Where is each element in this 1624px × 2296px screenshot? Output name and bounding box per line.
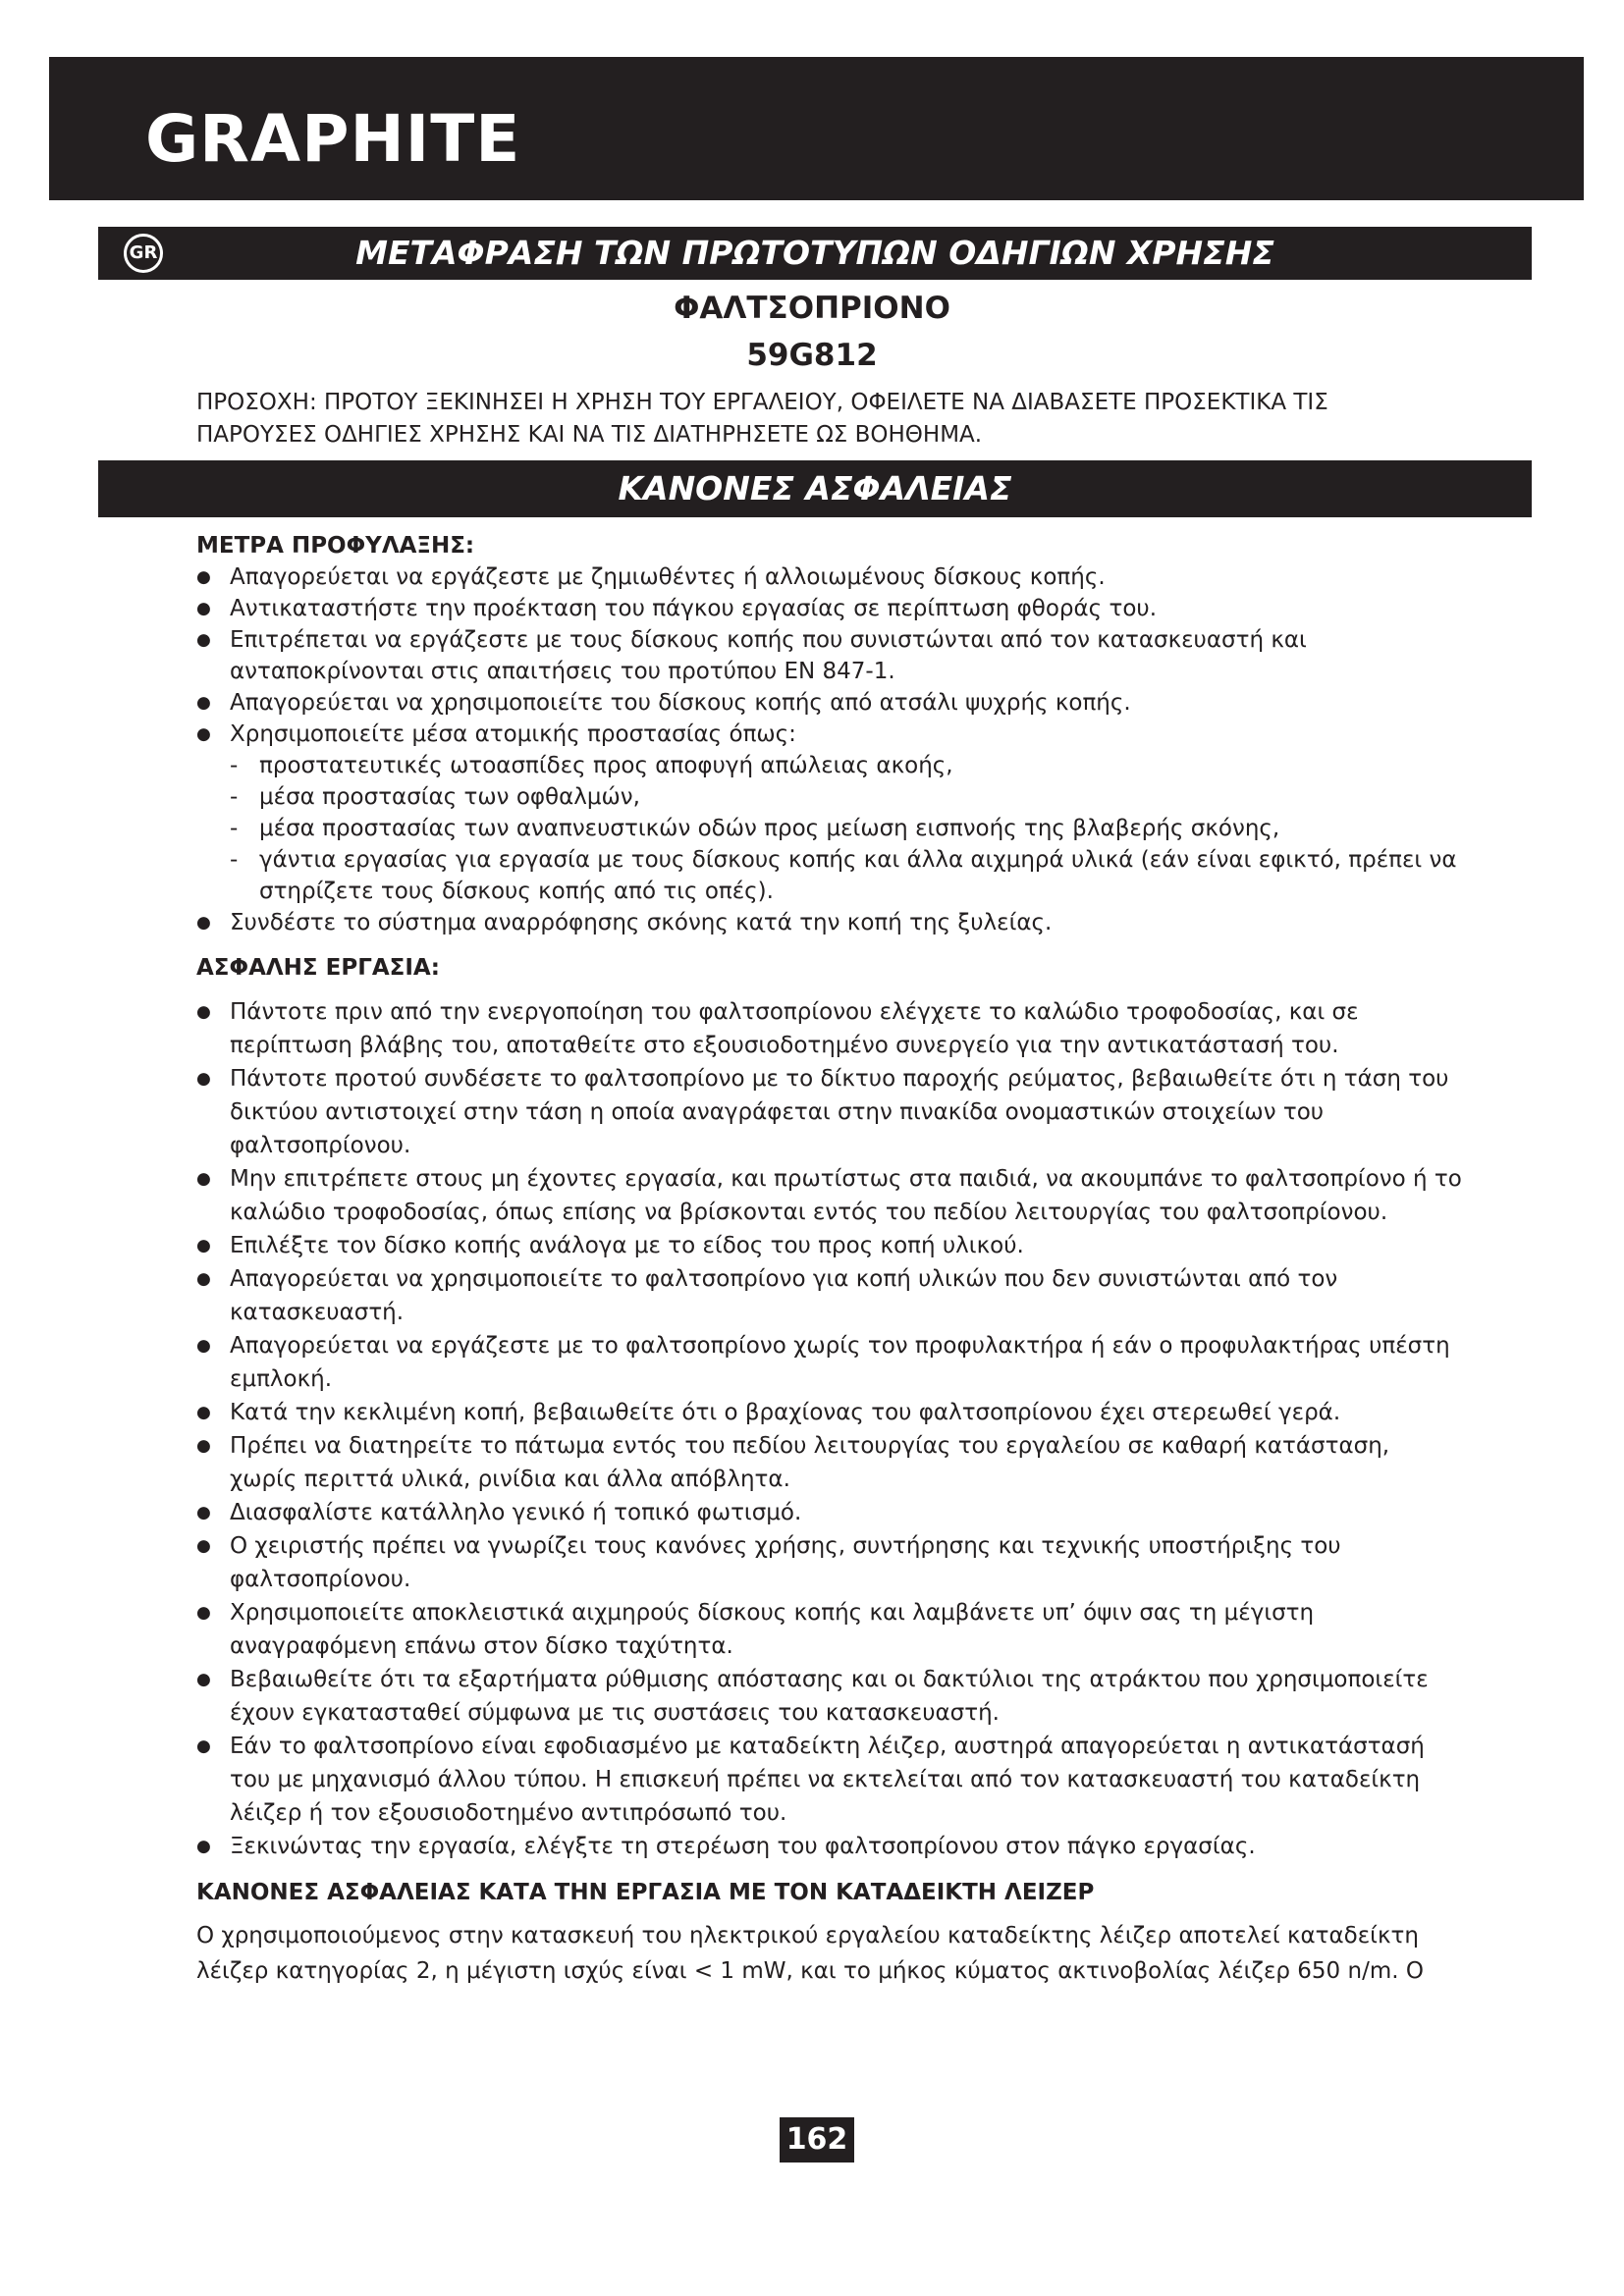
page-number: 162 <box>780 2117 854 2163</box>
list-item: - μέσα προστασίας των αναπνευστικών οδών προς μείωση εισπνοής της βλαβερής σκόνης, <box>196 813 1463 844</box>
banner-title-text: ΜΕΤΑΦΡΑΣΗ ΤΩΝ ΠΡΩΤΟΤΥΠΩΝ ΟΔΗΓΙΩΝ ΧΡΗΣΗΣ <box>355 234 1274 272</box>
list-item: ● Απαγορεύεται να χρησιμοποιείτε το φαλτσοπρίονο για κοπή υλικών που δεν συνιστώνται από τον κατασκευαστή. <box>196 1262 1463 1329</box>
protection-list <box>196 750 1463 907</box>
banner-title <box>98 227 1532 280</box>
list-item: ● Απαγορεύεται να εργάζεστε με ζημιωθέντες ή αλλοιωμένους δίσκους κοπής. <box>196 561 1463 593</box>
brand-logo <box>145 108 577 169</box>
list-item: ● Απαγορεύεται να χρησιμοποιείτε του δίσκους κοπής από ατσάλι ψυχρής κοπής. <box>196 687 1463 719</box>
product-name: ΦΑΛΤΣΟΠΡΙΟΝΟ <box>674 291 950 326</box>
list-item: ● Επιτρέπεται να εργάζεστε με τους δίσκους κοπής που συνιστώνται από τον κατασκευαστή και ανταποκρίνονται στις απαιτήσεις του προτύπου EN 847-1. <box>196 624 1463 687</box>
list-item: ● Κατά την κεκλιμένη κοπή, βεβαιωθείτε ότι ο βραχίονας του φαλτσοπρίονου έχει στερεωθεί γερά. <box>196 1396 1463 1429</box>
list-item: ● Πάντοτε πριν από την ενεργοποίηση του φαλτσοπρίονου ελέγχετε το καλώδιο τροφοδοσίας, και σε περίπτωση βλάβης του, αποταθείτε στο εξουσιοδοτημένο συνεργείο για την αντικατάστασή του. <box>196 995 1463 1062</box>
list-item: ● Ο χειριστής πρέπει να γνωρίζει τους κανόνες χρήσης, συντήρησης και τεχνικής υποστήριξης του φαλτσοπρίονου. <box>196 1529 1463 1596</box>
list-item: ● Βεβαιωθείτε ότι τα εξαρτήματα ρύθμισης απόστασης και οι δακτύλιοι της ατράκτου που χρησιμοποιείτε έχουν εγκατασταθεί σύμφωνα με τις συστάσεις του κατασκευαστή. <box>196 1663 1463 1730</box>
list-item: - γάντια εργασίας για εργασία με τους δίσκους κοπής και άλλα αιχμηρά υλικά (εάν είναι εφικτό, πρέπει να στηρίζετε τους δίσκους κοπής από τις οπές). <box>196 844 1463 907</box>
list-item: ● Συνδέστε το σύστημα αναρρόφησης σκόνης κατά την κοπή της ξυλείας. <box>196 907 1463 938</box>
list-item: ● Επιλέξτε τον δίσκο κοπής ανάλογα με το είδος του προς κοπή υλικού. <box>196 1229 1463 1262</box>
brand-logo-text: GRAPHITE <box>145 108 521 169</box>
precautions-list <box>196 561 1463 750</box>
list-item: ● Διασφαλίστε κατάλληλο γενικό ή τοπικό φωτισμό. <box>196 1496 1463 1529</box>
list-item: - προστατευτικές ωτοασπίδες προς αποφυγή απώλειας ακοής, <box>196 750 1463 781</box>
list-item: ● Πρέπει να διατηρείτε το πάτωμα εντός του πεδίου λειτουργίας του εργαλείου σε καθαρή κατάσταση, χωρίς περιττά υλικά, ρινίδια και άλλα απόβλητα. <box>196 1429 1463 1496</box>
list-item: ● Απαγορεύεται να εργάζεστε με το φαλτσοπρίονο χωρίς τον προφυλακτήρα ή εάν ο προφυλακτήρας υπέστη εμπλοκή. <box>196 1329 1463 1396</box>
language-badge: GR <box>124 234 163 273</box>
content <box>196 530 1463 1989</box>
laser-paragraph: Ο χρησιμοποιούμενος στην κατασκευή του ηλεκτρικού εργαλείου καταδείκτης λέιζερ αποτελεί καταδείκτη λέιζερ κατηγορίας 2, η μέγιστη ισχύς είναι < 1 mW, και το μήκος κύματος ακτινοβολίας λέιζερ 650 n/m. Ο <box>196 1923 1424 1984</box>
laser-heading: ΚΑΝΟΝΕΣ ΑΣΦΑΛΕΙΑΣ ΚΑΤΑ ΤΗΝ ΕΡΓΑΣΙΑ ΜΕ ΤΟΝ ΚΑΤΑΔΕΙΚΤΗ ΛΕΙΖΕΡ <box>196 1880 1095 1905</box>
product-code: 59G812 <box>746 338 878 373</box>
list-item: ● Ξεκινώντας την εργασία, ελέγξτε τη στερέωση του φαλτσοπρίονου στον πάγκο εργασίας. <box>196 1830 1463 1863</box>
list-item: ● Εάν το φαλτσοπρίονο είναι εφοδιασμένο με καταδείκτη λέιζερ, αυστηρά απαγορεύεται η αντικατάστασή του με μηχανισμό άλλου τύπου. Η επισκευή πρέπει να εκτελείται από τον κατασκευαστή του καταδείκτη λέιζερ ή τον εξουσιοδοτημένο αντιπρόσωπό του. <box>196 1730 1463 1830</box>
list-item: ● Μην επιτρέπετε στους μη έχοντες εργασία, και πρωτίστως στα παιδιά, να ακουμπάνε το φαλτσοπρίονο ή το καλώδιο τροφοδοσίας, όπως επίσης να βρίσκονται εντός του πεδίου λειτουργίας του φαλτσοπρίονου. <box>196 1162 1463 1229</box>
list-item: - μέσα προστασίας των οφθαλμών, <box>196 781 1463 813</box>
list-item: ● Αντικαταστήστε την προέκταση του πάγκου εργασίας σε περίπτωση φθοράς του. <box>196 593 1463 624</box>
safe-work-list <box>196 995 1463 1863</box>
precautions-heading: ΜΕΤΡΑ ΠΡΟΦΥΛΑΞΗΣ: <box>196 533 475 559</box>
safe-work-heading: ΑΣΦΑΛΗΣ ΕΡΓΑΣΙΑ: <box>196 955 440 981</box>
list-item: ● Πάντοτε προτού συνδέσετε το φαλτσοπρίονο με το δίκτυο παροχής ρεύματος, βεβαιωθείτε ότι η τάση του δικτύου αντιστοιχεί στην τάση η οποία αναγράφεται στην πινακίδα ονομαστικών στοιχείων του φαλτσοπρίονου. <box>196 1062 1463 1162</box>
section-title <box>98 460 1532 517</box>
precautions-list-2 <box>196 907 1463 938</box>
section-title-text: ΚΑΝΟΝΕΣ ΑΣΦΑΛΕΙΑΣ <box>618 469 1012 507</box>
warning-note: ΠΡΟΣΟΧΗ: ΠΡΟΤΟΥ ΞΕΚΙΝΗΣΕΙ Η ΧΡΗΣΗ ΤΟΥ ΕΡΓΑΛΕΙΟΥ, ΟΦΕΙΛΕΤΕ ΝΑ ΔΙΑΒΑΣΕΤΕ ΠΡΟΣΕΚΤΙΚΑ ΤΙΣ ΠΑΡΟΥΣΕΣ ΟΔΗΓΙΕΣ ΧΡΗΣΗΣ ΚΑΙ ΝΑ ΤΙΣ ΔΙΑΤΗΡΗΣΕΤΕ ΩΣ ΒΟΗΘΗΜΑ. <box>196 390 1328 448</box>
list-item: ● Χρησιμοποιείτε μέσα ατομικής προστασίας όπως: <box>196 719 1463 750</box>
list-item: ● Χρησιμοποιείτε αποκλειστικά αιχμηρούς δίσκους κοπής και λαμβάνετε υπ’ όψιν σας τη μέγιστη αναγραφόμενη επάνω στον δίσκο ταχύτητα. <box>196 1596 1463 1663</box>
